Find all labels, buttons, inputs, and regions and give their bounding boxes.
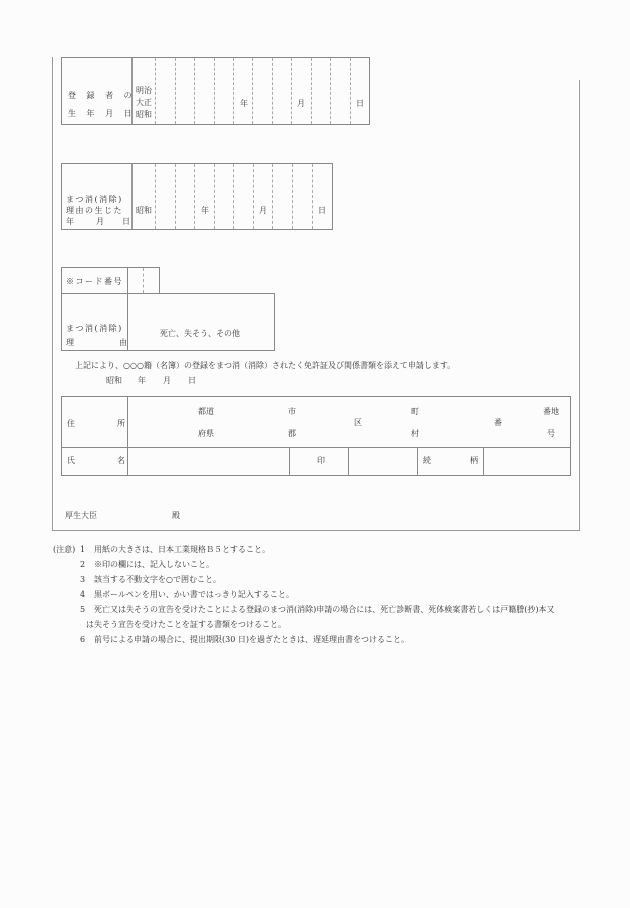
addressee-title: 厚生大臣 [65, 511, 97, 520]
code-number-label: ※コード番号 [66, 277, 123, 286]
note-5-text: 死亡又は失そうの宣告を受けたことによる登録のまつ消(消除)申請の場合には、死亡診断書、死体検案書若しくは戸籍謄(抄)本又 [94, 605, 555, 614]
reason-date-label-line2: 理由の生じた [66, 206, 123, 215]
note-3-text: 該当する不動文字を○で囲むこと。 [94, 575, 221, 584]
relation-label-zoku: 続 [423, 456, 431, 465]
city-bottom: 郡 [288, 429, 296, 438]
statement-date-month: 月 [163, 376, 171, 385]
reason-date-label-month: 月 [96, 217, 104, 226]
reason-date-label-line1: まつ消(消除) [66, 195, 123, 204]
statement-date-day: 日 [188, 376, 196, 385]
notes-heading: (注意) [53, 545, 76, 554]
address-label-sho: 所 [117, 419, 125, 428]
birth-year-unit: 年 [240, 99, 248, 108]
note-1-text: 用紙の大きさは、日本工業規格Ｂ５とすること。 [94, 545, 270, 554]
town-top: 町 [411, 407, 419, 416]
era-showa: 昭和 [136, 110, 152, 119]
era-showa: 昭和 [136, 206, 152, 215]
reason-date-table [61, 163, 333, 230]
reason-month-unit: 月 [259, 206, 267, 215]
address-label-ju: 住 [67, 419, 75, 428]
statement-date-year: 年 [138, 376, 146, 385]
reason-day-unit: 日 [318, 206, 326, 215]
reason-year-unit: 年 [201, 206, 209, 215]
town-bottom: 村 [411, 429, 419, 438]
pref-top: 都道 [198, 407, 214, 416]
reason-value: 死亡、失そう、その他 [160, 329, 240, 338]
era-taisho: 大正 [136, 98, 152, 107]
reason-label-ri: 理 [66, 338, 74, 347]
birth-month-unit: 月 [297, 99, 305, 108]
note-2-num: 2 [80, 560, 86, 569]
reason-label-line1: まつ消(消除) [66, 324, 123, 333]
birth-label-line2: 生 年 月 日 [68, 109, 136, 118]
note-2-text: ※印の欄には、記入しないこと。 [94, 560, 214, 569]
reason-date-label-year: 年 [66, 217, 74, 226]
note-5-cont: は失そう宣告を受けたことを証する書類をつけること。 [86, 620, 286, 629]
pref-bottom: 府県 [198, 429, 214, 438]
applicant-table [61, 396, 571, 476]
relation-label-gara: 柄 [470, 456, 478, 465]
city-top: 市 [288, 407, 296, 416]
birth-day-unit: 日 [356, 99, 364, 108]
banchi-bottom: 号 [547, 429, 555, 438]
form-frame-left [52, 57, 53, 530]
label-divider [131, 58, 133, 124]
note-4-num: 4 [80, 590, 86, 599]
form-frame-bottom [52, 530, 580, 531]
note-1-num: 1 [80, 545, 86, 554]
name-label-mei: 名 [117, 456, 125, 465]
birth-label-line1: 登 録 者 の [68, 91, 136, 100]
note-6-num: 6 [80, 635, 86, 644]
addressee-honorific: 殿 [172, 511, 180, 520]
note-4-text: 黒ボールペンを用い、かい書ではっきり記入すること。 [94, 590, 294, 599]
seal-label: 印 [317, 456, 325, 465]
banchi-top: 番地 [543, 407, 559, 416]
birth-date-table [61, 57, 370, 125]
statement-text: 上記により、○○○籍（名簿）の登録をまつ消（消除）されたく免許証及び関係書類を添えて申請します。 [75, 361, 456, 370]
ban: 番 [494, 418, 502, 427]
note-6-text: 前号による申請の場合に、提出期限(30 日)を過ぎたときは、遅延理由書をつけること。 [94, 635, 409, 644]
statement-date-era: 昭和 [106, 376, 122, 385]
reason-date-label-day: 日 [122, 217, 130, 226]
reason-label-yu: 由 [119, 338, 127, 347]
form-frame-right [579, 80, 580, 530]
ward: 区 [354, 418, 362, 427]
code-number-table [61, 267, 160, 294]
note-3-num: 3 [80, 575, 86, 584]
name-label-shi: 氏 [67, 456, 75, 465]
era-meiji: 明治 [136, 86, 152, 95]
note-5-num: 5 [80, 605, 86, 614]
reason-table [61, 293, 275, 351]
